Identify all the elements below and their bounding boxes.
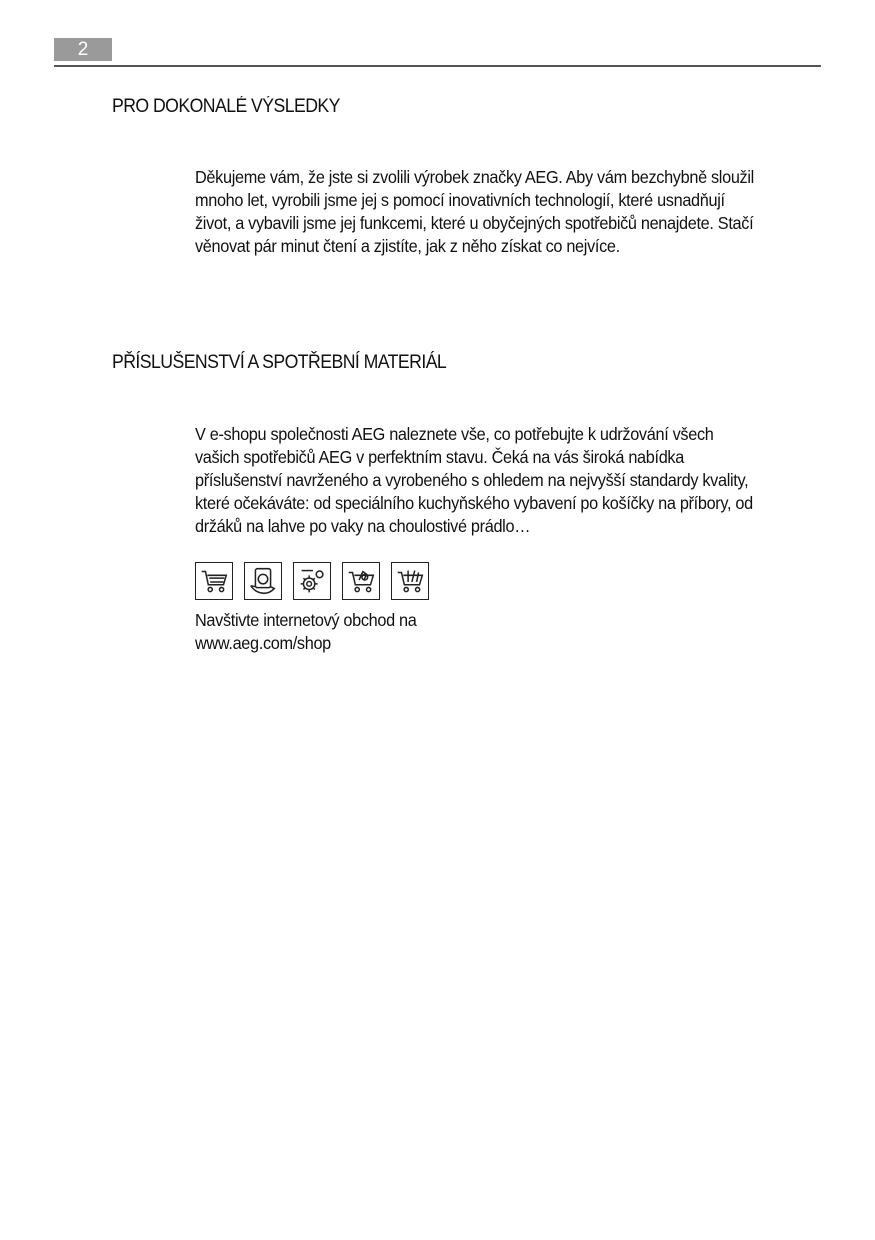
cart-accessories-icon	[342, 562, 380, 600]
page-number: 2	[54, 38, 112, 61]
shop-invite-text: Navštivte internetový obchod na	[195, 610, 417, 630]
accessories-paragraph	[195, 423, 790, 538]
paragraph-line: Děkujeme vám, že jste si zvolili výrobek značky AEG. Aby vám bezchybně sloužil	[195, 167, 754, 187]
shopping-cart-icon	[195, 562, 233, 600]
intro-paragraph	[195, 166, 790, 258]
header-rule	[54, 65, 821, 67]
shop-link-text	[195, 609, 417, 655]
paragraph-line: držáků na lahve po vaky na choulostivé prádlo…	[195, 516, 531, 536]
section-heading-accessories: PŘÍSLUŠENSTVÍ A SPOTŘEBNÍ MATERIÁL	[112, 352, 447, 373]
shop-icon-row	[195, 562, 429, 600]
paragraph-line: mnoho let, vyrobili jsme jej s pomocí inovativních technologií, které usnadňují	[195, 190, 725, 210]
section-heading-results: PRO DOKONALÉ VÝSLEDKY	[112, 96, 340, 117]
paragraph-line: věnovat pár minut čtení a zjistíte, jak z něho získat co nejvíce.	[195, 236, 620, 256]
gear-parts-icon	[293, 562, 331, 600]
paragraph-line: život, a vybavili jsme jej funkcemi, které u obyčejných spotřebičů nenajdete. Stačí	[195, 213, 754, 233]
cart-kitchen-tools-icon	[391, 562, 429, 600]
shop-url[interactable]: www.aeg.com/shop	[195, 633, 331, 653]
appliance-care-icon	[244, 562, 282, 600]
paragraph-line: které očekáváte: od speciálního kuchyňského vybavení po košíčky na příbory, od	[195, 493, 753, 513]
paragraph-line: příslušenství navrženého a vyrobeného s ohledem na nejvyšší standardy kvality,	[195, 470, 749, 490]
paragraph-line: vašich spotřebičů AEG v perfektním stavu. Čeká na vás široká nabídka	[195, 447, 684, 467]
paragraph-line: V e-shopu společnosti AEG naleznete vše, co potřebujte k udržování všech	[195, 424, 714, 444]
